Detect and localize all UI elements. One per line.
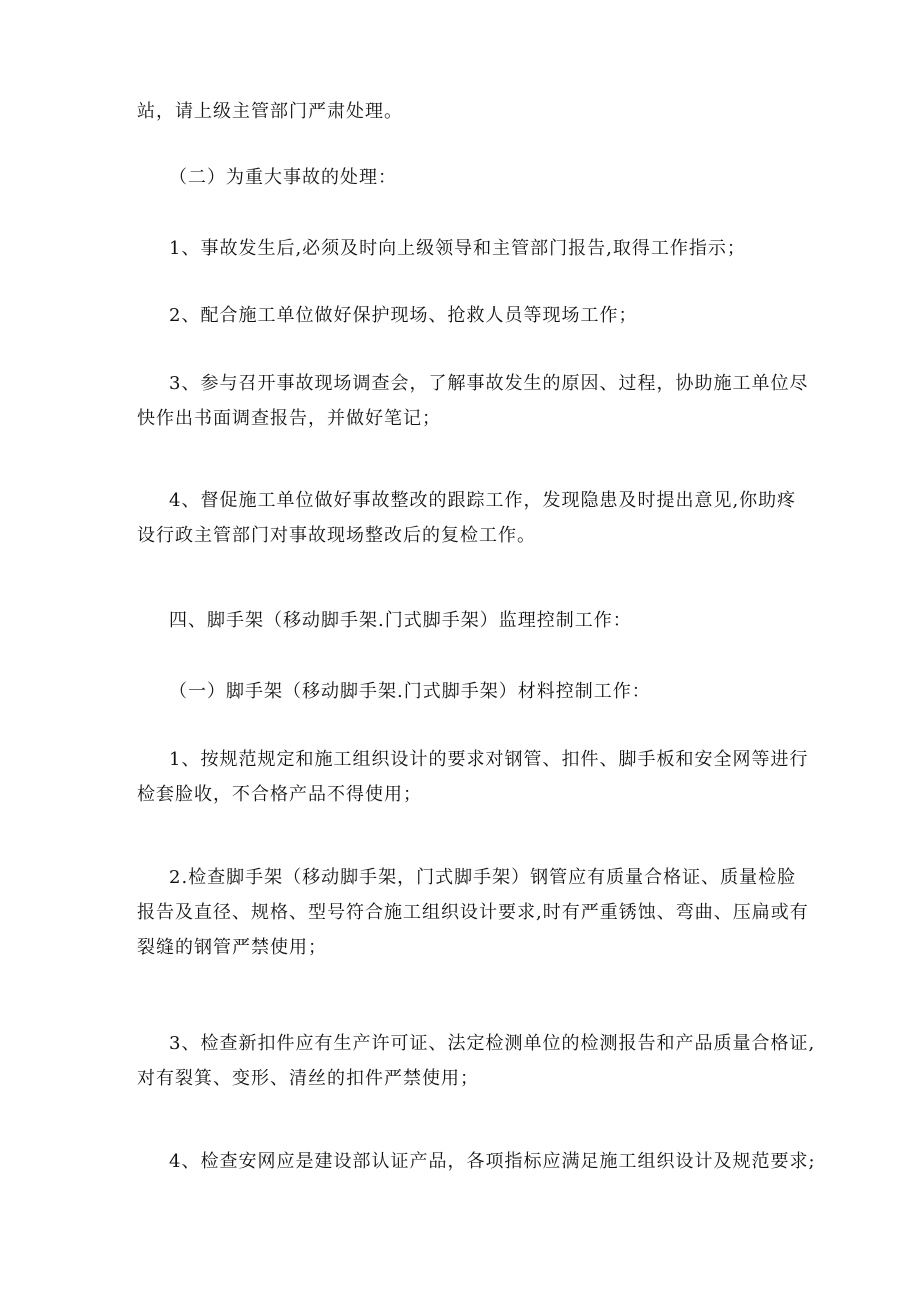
text-line: 裂缝的钢管严禁使用； <box>137 937 327 958</box>
paragraph-10 <box>137 860 809 965</box>
text-line: 3、参与召开事故现场调查会，了解事故发生的原因、过程，协助施工单位尽 <box>169 373 809 394</box>
text-line: 4、督促施工单位做好事故整改的跟踪工作，发现隐患及时提出意见,你助疼 <box>169 490 797 511</box>
text-line: 3、检查新扣件应有生产许可证、法定检测单位的检测报告和产品质量合格证, <box>169 1033 816 1054</box>
text-line: 4、检查安网应是建设部认证产品，各项指标应满足施工组织设计及规范要求; <box>169 1151 816 1172</box>
paragraph-5 <box>137 366 809 436</box>
text-line: 快作出书面调查报告，并做好笔记； <box>137 408 441 429</box>
text-line: 设行政主管部门对事故现场整改后的复检工作。 <box>137 525 536 546</box>
section-heading: （二）为重大事故的处理： <box>169 167 397 188</box>
paragraph-4 <box>137 298 787 333</box>
text-line: 2.检查脚手架（移动脚手架，门式脚手架）钢管应有质量合格证、质量检脸 <box>169 867 797 888</box>
text-line: 1、事故发生后,必须及时向上级领导和主管部门报告,取得工作指示； <box>169 238 746 259</box>
paragraph-2 <box>137 160 787 195</box>
section-heading: （一）脚手架（移动脚手架.门式脚手架）材料控制工作： <box>169 681 651 702</box>
text-line: 站，请上级主管部门严肃处理。 <box>137 101 403 122</box>
paragraph-3 <box>137 231 787 266</box>
text-line: 2、配合施工单位做好保护现场、抢救人员等现场工作； <box>169 305 638 326</box>
paragraph-12 <box>137 1144 816 1179</box>
text-line: 1、按规范规定和施工组织设计的要求对钢管、扣件、脚手板和安全网等进行 <box>169 749 809 770</box>
paragraph-9 <box>137 742 809 812</box>
paragraph-8 <box>137 674 787 709</box>
text-line: 检套脸收，不合格产品不得使用； <box>137 784 422 805</box>
paragraph-1 <box>137 94 787 129</box>
paragraph-6 <box>137 483 797 553</box>
paragraph-7 <box>137 603 787 638</box>
section-heading: 四、脚手架（移动脚手架.门式脚手架）监理控制工作： <box>169 610 632 631</box>
paragraph-11 <box>137 1026 816 1096</box>
text-line: 对有裂箕、变形、清丝的扣件严禁使用； <box>137 1068 479 1089</box>
text-line: 报告及直径、规格、型号符合施工组织设计要求,时有严重锈蚀、弯曲、压扁或有 <box>137 902 809 923</box>
